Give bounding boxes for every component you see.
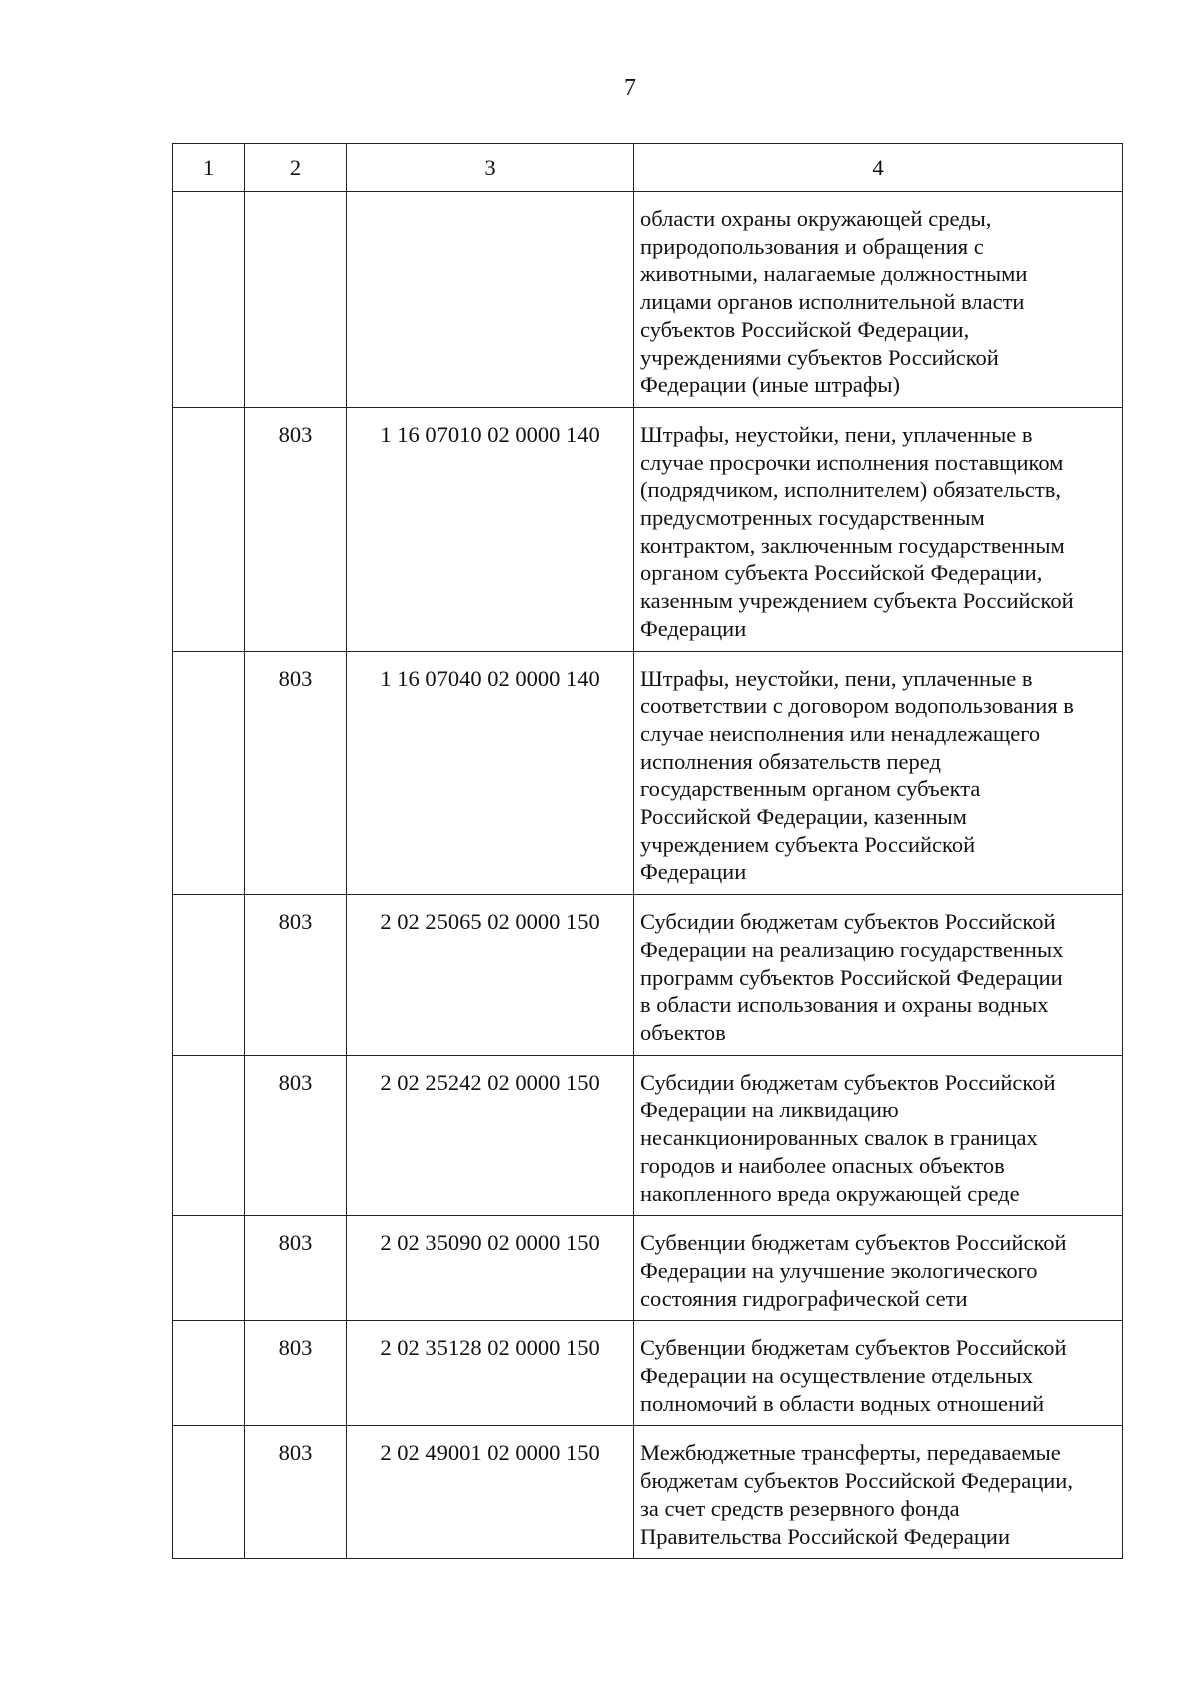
budget-classification-code-cell: 2 02 35090 02 0000 150 [347,1216,634,1321]
description-line: Федерации на осуществление отдельных [640,1363,1034,1389]
description-line: казенным учреждением субъекта Российской [640,588,1074,614]
description-line: органом субъекта Российской Федерации, [640,560,1043,586]
agency-code-cell: 803 [245,1055,347,1216]
description-line: исполнения обязательств перед [640,748,941,774]
description-line: бюджетам субъектов Российской Федерации, [640,1468,1073,1494]
description-line: полномочий в области водных отношений [640,1390,1045,1416]
description-line: соответствии с договором водопользования в [640,693,1074,719]
description-cell [634,1216,1123,1321]
description-line: природопользования и обращения с [640,233,984,259]
description-line: объектов [640,1019,726,1045]
description-cell [634,1426,1123,1559]
description-line: предусмотренных государственным [640,505,985,531]
description-line: Российской Федерации, казенным [640,804,967,830]
agency-code-cell: 803 [245,895,347,1056]
header-cell-1: 1 [173,144,245,192]
description-line: Федерации (иные штрафы) [640,372,901,398]
description-line: накопленного вреда окружающей среде [640,1180,1020,1206]
header-cell-4: 4 [634,144,1123,192]
budget-classification-code-cell: 2 02 35128 02 0000 150 [347,1321,634,1426]
agency-code-cell: 803 [245,1426,347,1559]
budget-classification-code-cell: 2 02 25065 02 0000 150 [347,895,634,1056]
description-line: программ субъектов Российской Федерации [640,964,1063,990]
budget-classification-code-cell: 2 02 25242 02 0000 150 [347,1055,634,1216]
table-row [173,407,1123,651]
page-number: 7 [624,75,636,101]
budget-code-table [172,143,1123,1559]
table-row [173,895,1123,1056]
table-header-row [173,144,1123,192]
budget-classification-code-cell: 1 16 07010 02 0000 140 [347,407,634,651]
agency-code-cell: 803 [245,1321,347,1426]
description-line: Правительства Российской Федерации [640,1523,1010,1549]
description-cell [634,895,1123,1056]
description-cell [634,1055,1123,1216]
description-line: Субсидии бюджетам субъектов Российской [640,1069,1056,1095]
agency-code-cell: 803 [245,1216,347,1321]
header-cell-3: 3 [347,144,634,192]
row-number-cell [173,1426,245,1559]
description-line: учреждениями субъектов Российской [640,344,999,370]
table-row [173,1321,1123,1426]
description-cell [634,1321,1123,1426]
description-line: несанкционированных свалок в границах [640,1125,1038,1151]
description-cell [634,651,1123,895]
description-line: случае просрочки исполнения поставщиком [640,449,1064,475]
description-line: Субвенции бюджетам субъектов Российской [640,1335,1067,1361]
description-line: животными, налагаемые должностными [640,261,1028,287]
row-number-cell [173,192,245,408]
header-cell-2: 2 [245,144,347,192]
row-number-cell [173,895,245,1056]
agency-code-cell [245,192,347,408]
description-line: контрактом, заключенным государственным [640,532,1065,558]
description-line: Штрафы, неустойки, пени, уплаченные в [640,665,1033,691]
agency-code-cell: 803 [245,407,347,651]
budget-classification-code-cell: 1 16 07040 02 0000 140 [347,651,634,895]
table-row [173,651,1123,895]
agency-code-cell: 803 [245,651,347,895]
row-number-cell [173,1055,245,1216]
description-line: Субвенции бюджетам субъектов Российской [640,1230,1067,1256]
description-line: Федерации на улучшение экологического [640,1257,1038,1283]
description-line: Межбюджетные трансферты, передаваемые [640,1440,1061,1466]
description-line: случае неисполнения или ненадлежащего [640,720,1041,746]
budget-classification-code-cell: 2 02 49001 02 0000 150 [347,1426,634,1559]
description-cell [634,407,1123,651]
description-line: учреждением субъекта Российской [640,831,976,857]
row-number-cell [173,1216,245,1321]
table-row [173,1426,1123,1559]
description-line: в области использования и охраны водных [640,992,1049,1018]
description-line: Федерации [640,859,747,885]
description-line: Федерации на ликвидацию [640,1097,899,1123]
table-row [173,192,1123,408]
description-line: лицами органов исполнительной власти [640,289,1025,315]
table-row [173,1216,1123,1321]
description-line: Штрафы, неустойки, пени, уплаченные в [640,421,1033,447]
description-line: состояния гидрографической сети [640,1285,968,1311]
description-line: городов и наиболее опасных объектов [640,1152,1005,1178]
description-line: Федерации на реализацию государственных [640,936,1064,962]
row-number-cell [173,407,245,651]
description-line: области охраны окружающей среды, [640,206,992,231]
description-line: за счет средств резервного фонда [640,1495,960,1521]
description-line: Субсидии бюджетам субъектов Российской [640,909,1056,935]
description-line: (подрядчиком, исполнителем) обязательств, [640,477,1061,503]
description-line: Федерации [640,615,747,641]
description-line: государственным органом субъекта [640,776,981,802]
table-row [173,1055,1123,1216]
description-line: субъектов Российской Федерации, [640,316,970,342]
description-cell [634,192,1123,408]
budget-classification-code-cell [347,192,634,408]
row-number-cell [173,651,245,895]
row-number-cell [173,1321,245,1426]
